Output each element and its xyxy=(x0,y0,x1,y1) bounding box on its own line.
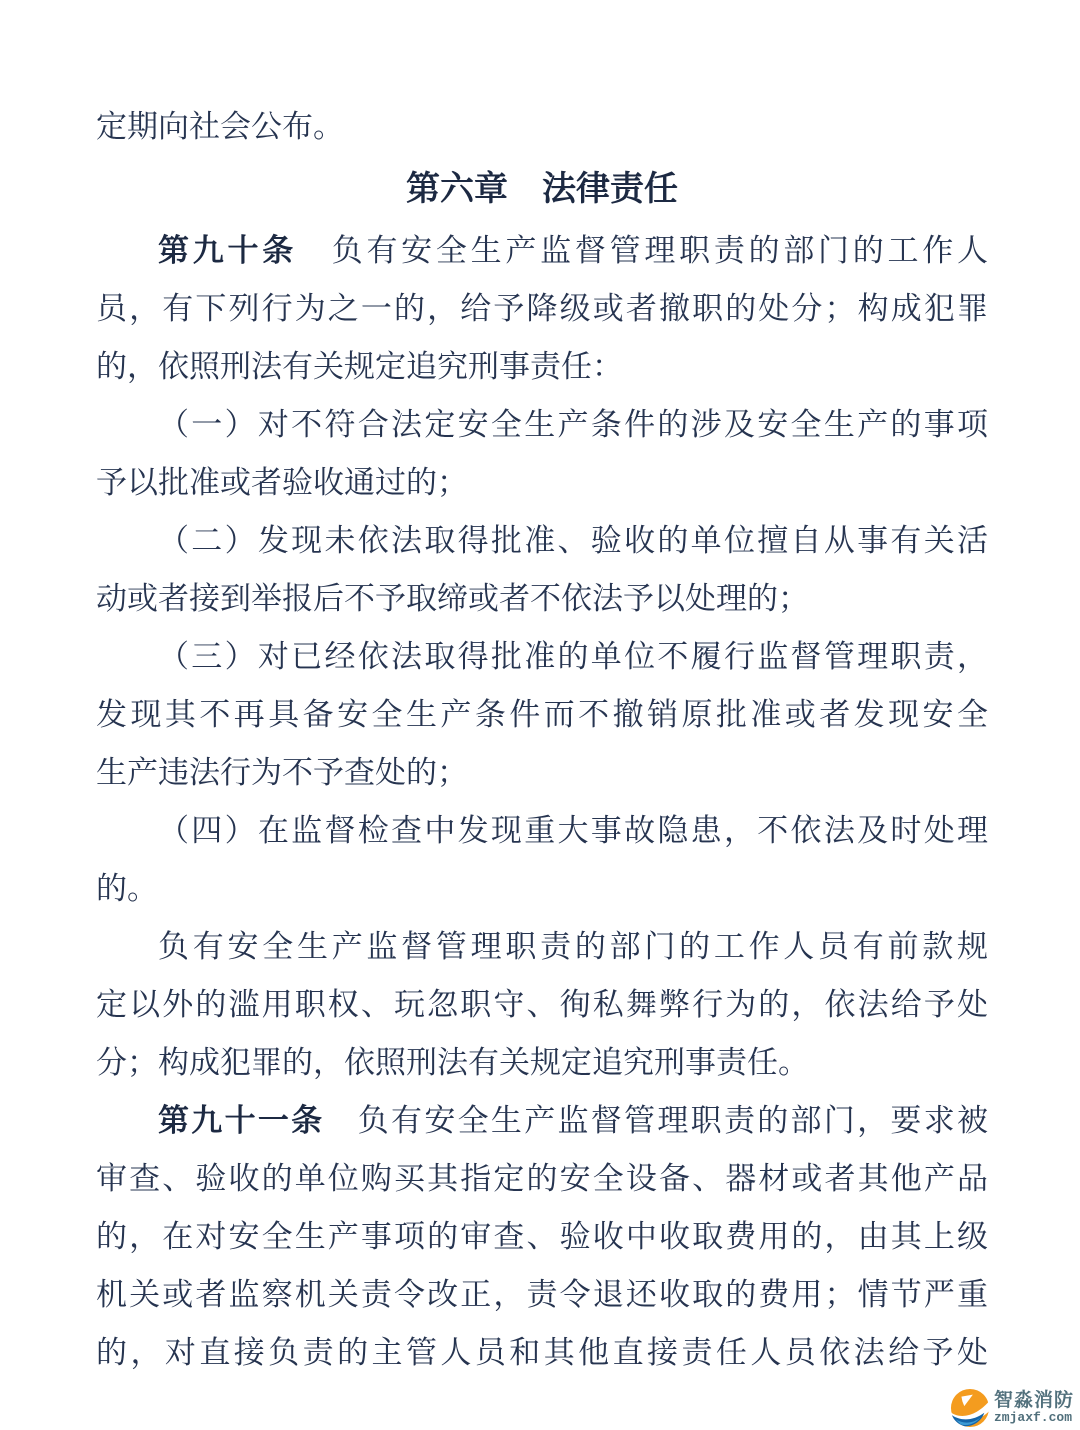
line-text: 予以批准或者验收通过的； xyxy=(96,465,468,500)
line-text: 的，对直接负责的主管人员和其他直接责任人员依法给予处 xyxy=(96,1335,988,1370)
watermark-logo xyxy=(950,1388,1074,1428)
line-text: 员，有下列行为之一的，给予降级或者撤职的处分；构成犯罪 xyxy=(96,291,988,326)
text-line xyxy=(96,98,988,156)
line-text: 负有安全生产监督管理职责的部门，要求被 xyxy=(324,1103,989,1138)
chapter-heading-text: 第六章 法律责任 xyxy=(406,170,678,208)
text-line xyxy=(96,280,988,338)
line-text: 定以外的滥用职权、玩忽职守、徇私舞弊行为的，依法给予处 xyxy=(96,987,988,1022)
text-line xyxy=(96,860,988,918)
text-line xyxy=(96,396,988,454)
text-line xyxy=(96,512,988,570)
brand-logo-swoosh-icon xyxy=(950,1388,990,1428)
text-line xyxy=(96,918,988,976)
line-text: （一）对不符合法定安全生产条件的涉及安全生产的事项 xyxy=(158,407,988,442)
text-line xyxy=(96,1150,988,1208)
text-line xyxy=(96,1324,988,1382)
text-line xyxy=(96,686,988,744)
text-line xyxy=(96,222,988,280)
article-number: 第九十条 xyxy=(158,233,297,268)
line-text: （二）发现未依法取得批准、验收的单位擅自从事有关活 xyxy=(158,523,988,558)
text-line xyxy=(96,802,988,860)
text-line xyxy=(96,1266,988,1324)
brand-domain: zmjaxf.com xyxy=(993,1410,1072,1426)
text-line xyxy=(96,744,988,802)
brand-name: 智淼消防 xyxy=(993,1390,1074,1412)
article-number: 第九十一条 xyxy=(158,1103,325,1138)
line-text: 负有安全生产监督管理职责的部门的工作人 xyxy=(296,233,989,268)
line-text: 的，在对安全生产事项的审查、验收中收取费用的，由其上级 xyxy=(96,1219,988,1254)
line-text: （三）对已经依法取得批准的单位不履行监督管理职责， xyxy=(158,639,988,674)
text-line xyxy=(96,1092,988,1150)
line-text: 生产违法行为不予查处的； xyxy=(96,755,468,790)
text-line xyxy=(96,628,988,686)
watermark-text xyxy=(994,1391,1074,1425)
line-text: 机关或者监察机关责令改正，责令退还收取的费用；情节严重 xyxy=(96,1277,988,1312)
text-line xyxy=(96,570,988,628)
text-line xyxy=(96,338,988,396)
document-body xyxy=(96,98,988,1382)
line-text: 负有安全生产监督管理职责的部门的工作人员有前款规 xyxy=(158,929,988,964)
line-text: 发现其不再具备安全生产条件而不撤销原批准或者发现安全 xyxy=(96,697,988,732)
text-line xyxy=(96,454,988,512)
line-text: 的。 xyxy=(96,871,158,906)
text-line xyxy=(96,976,988,1034)
text-line xyxy=(96,1034,988,1092)
line-text: 审查、验收的单位购买其指定的安全设备、器材或者其他产品 xyxy=(96,1161,988,1196)
line-text: 动或者接到举报后不予取缔或者不依法予以处理的； xyxy=(96,581,809,616)
line-text: 分；构成犯罪的，依照刑法有关规定追究刑事责任。 xyxy=(96,1045,809,1080)
line-text: 的，依照刑法有关规定追究刑事责任： xyxy=(96,349,623,384)
line-text: （四）在监督检查中发现重大事故隐患，不依法及时处理 xyxy=(158,813,988,848)
chapter-heading xyxy=(96,160,988,218)
text-line xyxy=(96,1208,988,1266)
line-text: 定期向社会公布。 xyxy=(96,109,344,144)
